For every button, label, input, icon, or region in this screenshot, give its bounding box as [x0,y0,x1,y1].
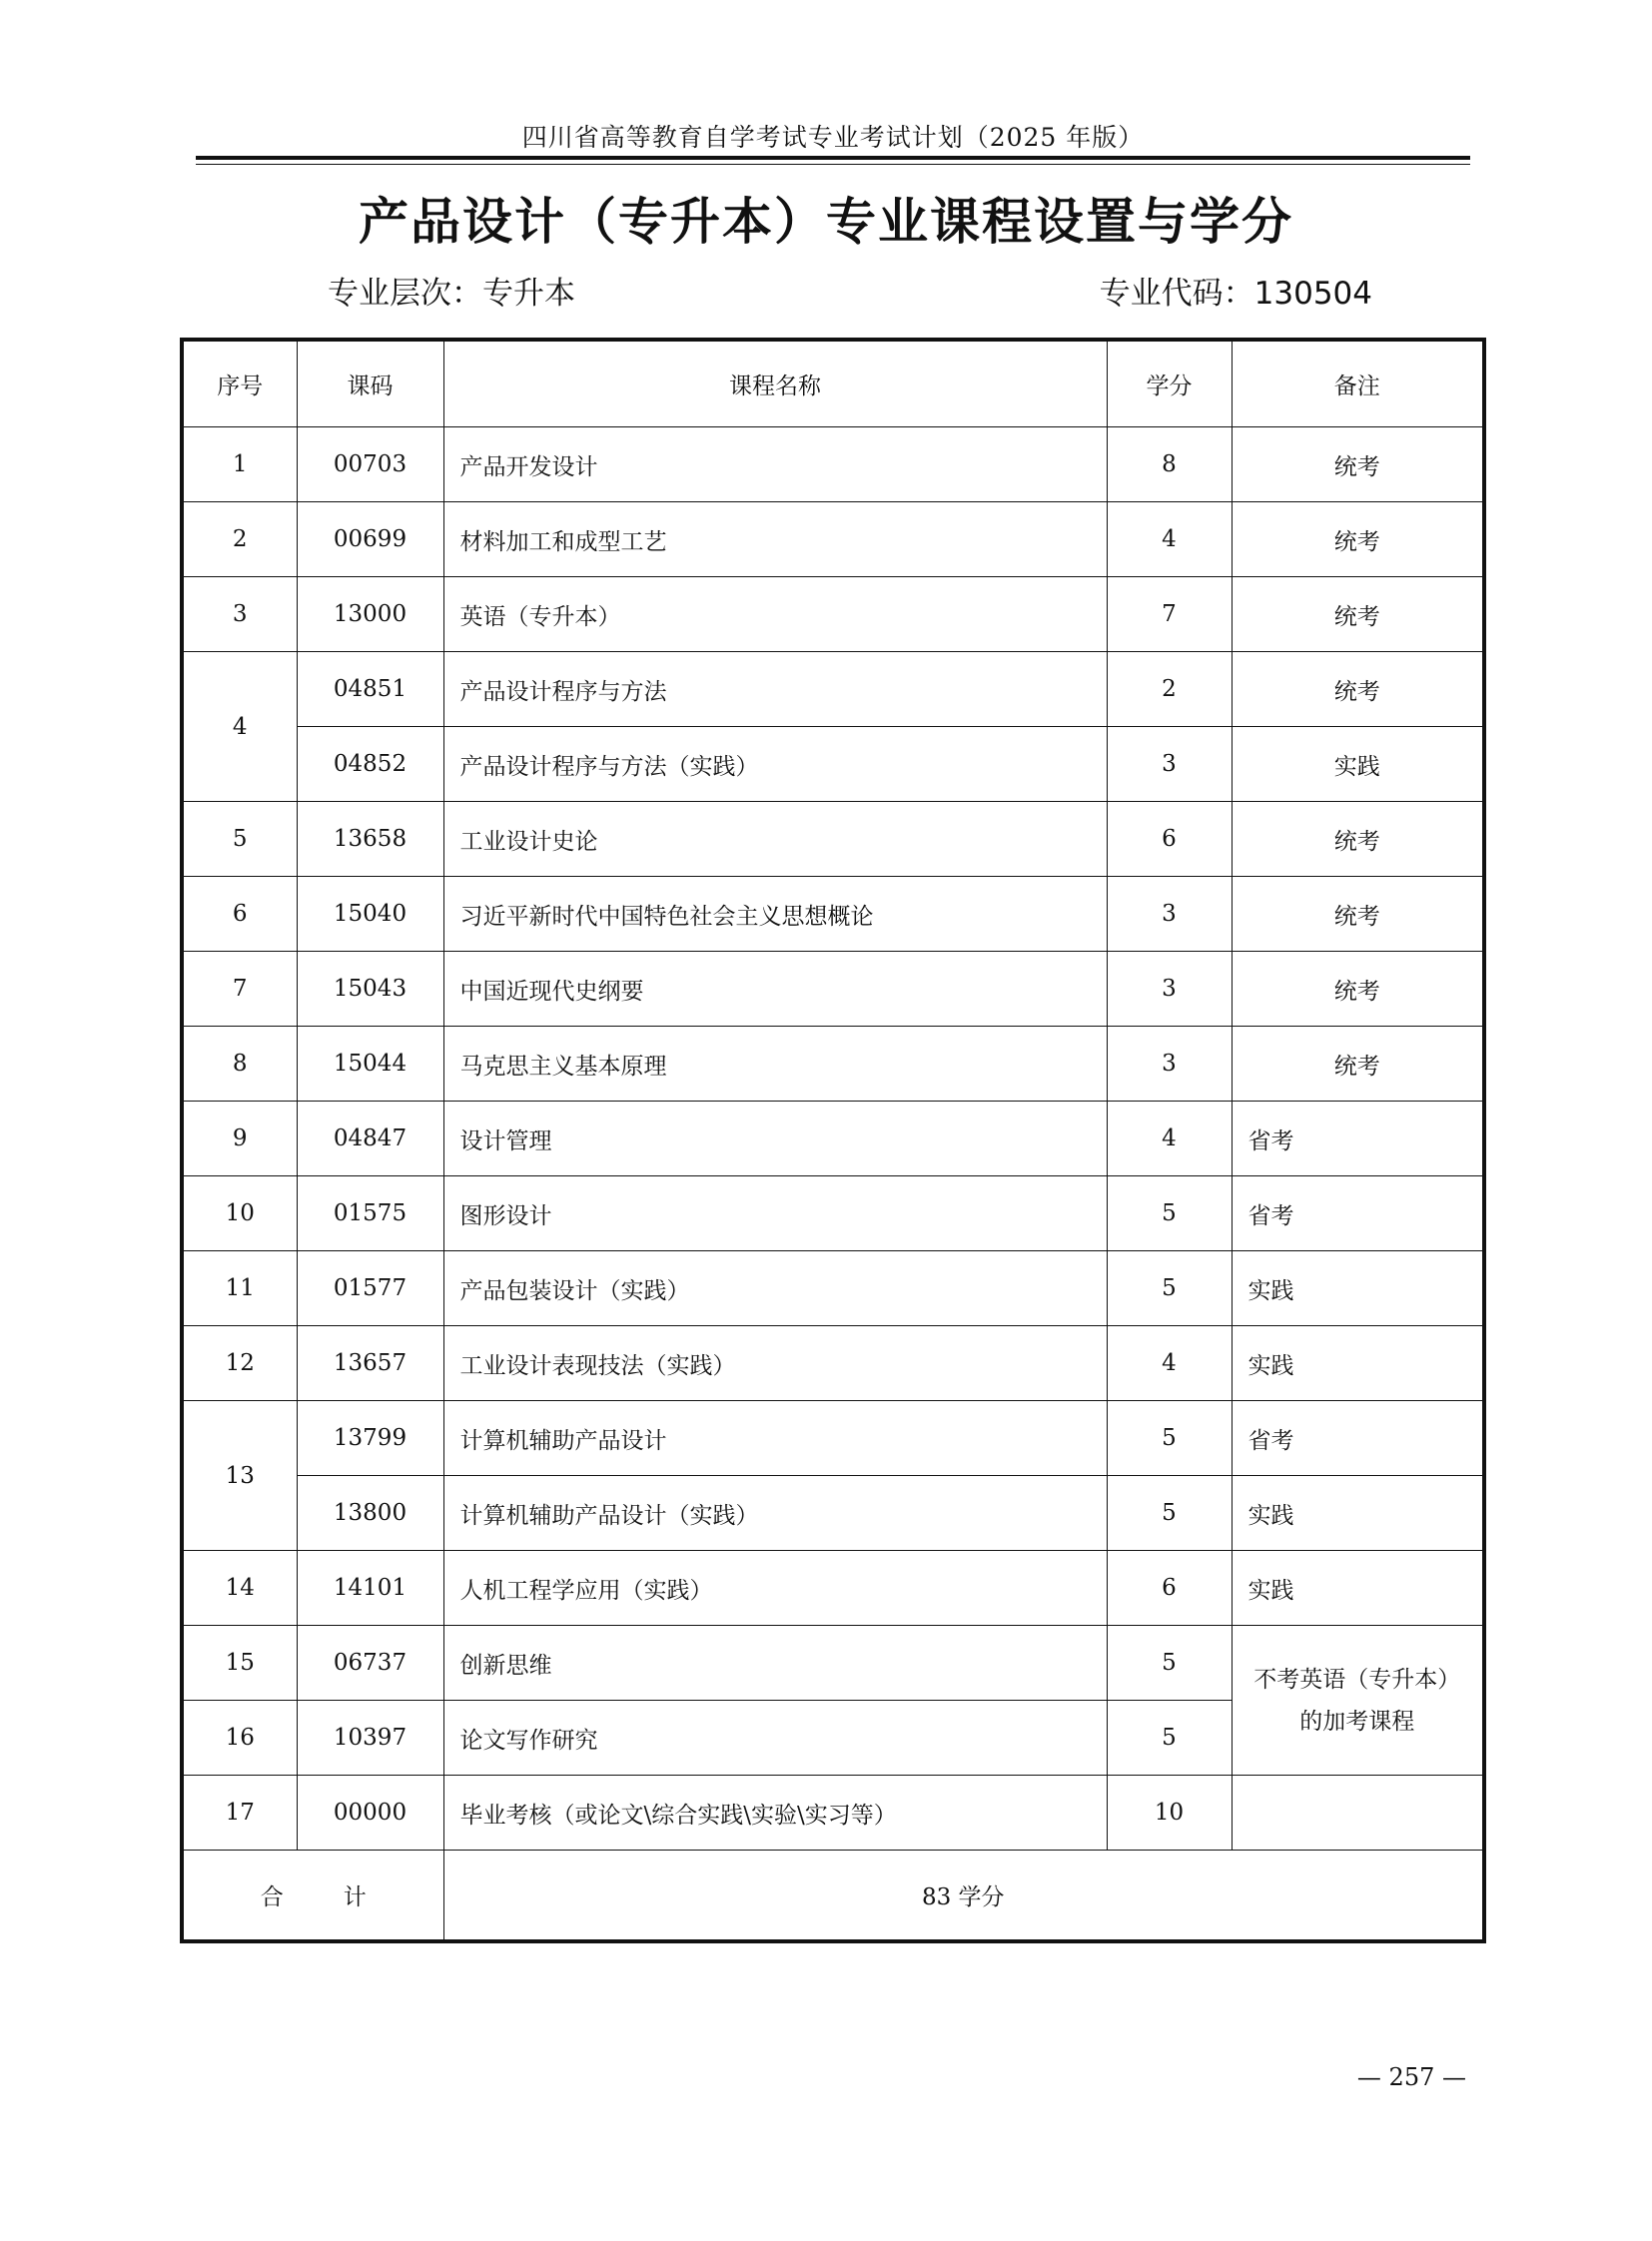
cell-seq: 17 [182,1776,297,1851]
cell-credit: 8 [1107,427,1232,502]
table-row [182,1251,1484,1326]
cell-note: 省考 [1232,1176,1484,1251]
cell-note-extra-exam [1232,1626,1484,1776]
table-row [182,727,1484,802]
cell-seq: 11 [182,1251,297,1326]
cell-code: 15040 [297,877,443,952]
cell-seq: 6 [182,877,297,952]
cell-seq: 15 [182,1626,297,1701]
cell-name: 计算机辅助产品设计 [443,1401,1107,1476]
cell-code: 15044 [297,1027,443,1102]
table-row [182,427,1484,502]
cell-credit: 7 [1107,577,1232,652]
table-row [182,1476,1484,1551]
cell-code: 06737 [297,1626,443,1701]
cell-name: 产品设计程序与方法（实践） [443,727,1107,802]
major-code: 专业代码：130504 [1099,276,1372,312]
cell-name: 论文写作研究 [443,1701,1107,1776]
cell-note: 实践 [1232,1326,1484,1401]
table-row [182,1401,1484,1476]
cell-seq: 2 [182,502,297,577]
cell-seq: 5 [182,802,297,877]
cell-note: 实践 [1232,1476,1484,1551]
cell-credit: 3 [1107,727,1232,802]
table-row [182,802,1484,877]
cell-code: 04852 [297,727,443,802]
table-row [182,1102,1484,1176]
cell-credit: 10 [1107,1776,1232,1851]
note-line-2: 的加考课程 [1299,1708,1415,1735]
cell-name: 设计管理 [443,1102,1107,1176]
header-credit: 学分 [1107,340,1232,427]
cell-note: 统考 [1232,427,1484,502]
cell-credit: 4 [1107,502,1232,577]
cell-name: 创新思维 [443,1626,1107,1701]
cell-code: 14101 [297,1551,443,1626]
cell-name: 材料加工和成型工艺 [443,502,1107,577]
header-rule-thin [196,164,1470,165]
cell-credit: 5 [1107,1251,1232,1326]
cell-credit: 5 [1107,1701,1232,1776]
cell-seq: 12 [182,1326,297,1401]
cell-name: 产品开发设计 [443,427,1107,502]
table-row [182,577,1484,652]
cell-code: 04847 [297,1102,443,1176]
course-table [180,338,1486,1943]
cell-seq: 10 [182,1176,297,1251]
cell-credit: 5 [1107,1176,1232,1251]
cell-credit: 5 [1107,1476,1232,1551]
cell-code: 10397 [297,1701,443,1776]
cell-seq: 4 [182,652,297,802]
cell-note: 统考 [1232,952,1484,1027]
table-row [182,952,1484,1027]
table-row [182,1176,1484,1251]
page-number: — 257 — [1356,2063,1466,2091]
table-header-row [182,340,1484,427]
cell-note: 统考 [1232,877,1484,952]
running-header: 四川省高等教育自学考试专业考试计划（2025 年版） [521,123,1145,152]
cell-name: 工业设计史论 [443,802,1107,877]
cell-credit: 4 [1107,1102,1232,1176]
cell-note: 统考 [1232,502,1484,577]
table-row [182,1326,1484,1401]
cell-credit: 3 [1107,952,1232,1027]
cell-credit: 3 [1107,877,1232,952]
cell-code: 13800 [297,1476,443,1551]
cell-note: 统考 [1232,802,1484,877]
table-row [182,1551,1484,1626]
cell-code: 13658 [297,802,443,877]
cell-note: 实践 [1232,727,1484,802]
note-line-1: 不考英语（专升本） [1253,1666,1461,1693]
cell-seq: 1 [182,427,297,502]
cell-name: 工业设计表现技法（实践） [443,1326,1107,1401]
header-rule [196,156,1470,160]
cell-code: 04851 [297,652,443,727]
table-row [182,877,1484,952]
cell-note: 省考 [1232,1401,1484,1476]
cell-name: 马克思主义基本原理 [443,1027,1107,1102]
cell-seq: 13 [182,1401,297,1551]
cell-note [1232,1776,1484,1851]
cell-credit: 5 [1107,1401,1232,1476]
cell-name: 产品设计程序与方法 [443,652,1107,727]
total-row [182,1851,1484,1942]
cell-name: 计算机辅助产品设计（实践） [443,1476,1107,1551]
cell-code: 13799 [297,1401,443,1476]
cell-code: 00703 [297,427,443,502]
header-code: 课码 [297,340,443,427]
table-row [182,1027,1484,1102]
cell-note: 统考 [1232,577,1484,652]
cell-credit: 4 [1107,1326,1232,1401]
cell-code: 13657 [297,1326,443,1401]
header-name: 课程名称 [443,340,1107,427]
page-title: 产品设计（专升本）专业课程设置与学分 [359,193,1293,251]
table-row [182,502,1484,577]
cell-seq: 7 [182,952,297,1027]
table-row [182,652,1484,727]
total-value: 83 学分 [443,1851,1484,1942]
cell-seq: 8 [182,1027,297,1102]
cell-code: 13000 [297,577,443,652]
cell-note: 统考 [1232,1027,1484,1102]
header-seq: 序号 [182,340,297,427]
total-label: 合计 [182,1851,443,1942]
cell-note: 实践 [1232,1251,1484,1326]
table-row [182,1776,1484,1851]
cell-credit: 6 [1107,802,1232,877]
cell-note: 省考 [1232,1102,1484,1176]
cell-name: 英语（专升本） [443,577,1107,652]
header-note: 备注 [1232,340,1484,427]
cell-code: 00699 [297,502,443,577]
cell-name: 人机工程学应用（实践） [443,1551,1107,1626]
cell-note: 实践 [1232,1551,1484,1626]
cell-seq: 9 [182,1102,297,1176]
cell-credit: 5 [1107,1626,1232,1701]
cell-code: 01577 [297,1251,443,1326]
cell-name: 习近平新时代中国特色社会主义思想概论 [443,877,1107,952]
cell-note: 统考 [1232,652,1484,727]
cell-code: 01575 [297,1176,443,1251]
table-row [182,1626,1484,1701]
cell-seq: 14 [182,1551,297,1626]
cell-credit: 6 [1107,1551,1232,1626]
cell-credit: 3 [1107,1027,1232,1102]
cell-credit: 2 [1107,652,1232,727]
cell-name: 毕业考核（或论文\综合实践\实验\实习等） [443,1776,1107,1851]
cell-name: 产品包装设计（实践） [443,1251,1107,1326]
cell-name: 图形设计 [443,1176,1107,1251]
major-level: 专业层次：专升本 [328,276,575,312]
cell-code: 15043 [297,952,443,1027]
cell-name: 中国近现代史纲要 [443,952,1107,1027]
cell-seq: 3 [182,577,297,652]
cell-code: 00000 [297,1776,443,1851]
cell-seq: 16 [182,1701,297,1776]
